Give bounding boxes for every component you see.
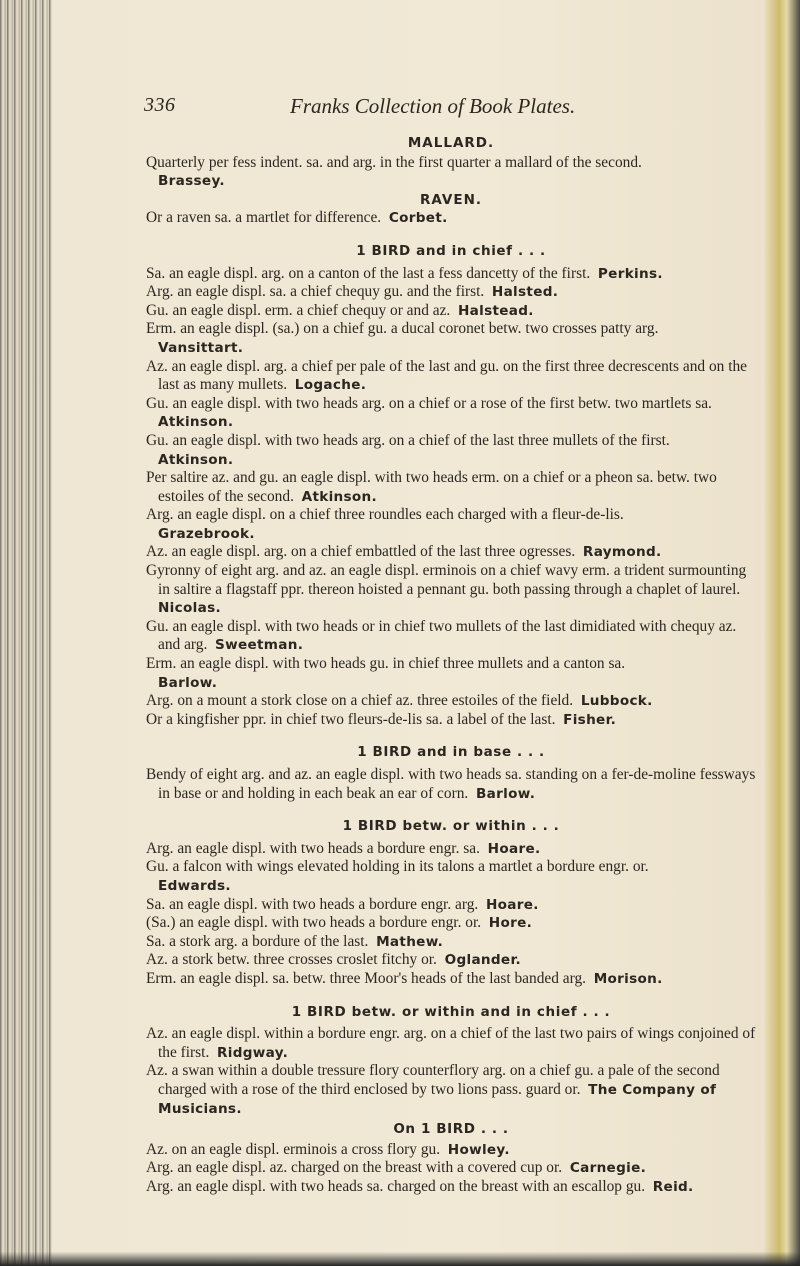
owner-name: Lubbock. (580, 693, 653, 710)
owner-name: Logache. (294, 377, 367, 394)
blazon-entry: Gu. a falcon with wings elevated holding in its talons a martlet a bordure engr. or. Edwards. (146, 858, 649, 894)
blazon-entry: Az. an eagle displ. within a bordure engr. arg. on a chief of the last two pairs of wings conjoined of the first. Ridgway. (146, 1025, 756, 1061)
owner-name: Edwards. (158, 877, 231, 894)
blazon-entry: Gu. an eagle displ. with two heads arg. on a chief of the last three mullets of the first. Atkinson. (146, 431, 670, 468)
owner-name: Halsted. (491, 284, 559, 301)
blazon-entry: Az. an eagle displ. arg. a chief per pale of the last and gu. on the first three decrescents and on the last as many mullets. Logache. (146, 357, 748, 394)
group-heading: 1 BIRD betw. or within . . . (342, 818, 560, 835)
blazon-entry: Or a kingfisher ppr. in chief two fleurs-de-lis sa. a label of the last. Fisher. (146, 710, 617, 728)
blazon-entry: Gu. an eagle displ. with two heads or in chief two mullets of the last dimidiated with chequy az. and arg. Sweetman. (146, 617, 737, 654)
book-gutter (0, 0, 52, 1266)
owner-name: Atkinson. (158, 451, 234, 468)
blazon-entry: Erm. an eagle displ. sa. betw. three Moor's heads of the last banded arg. Morison. (146, 969, 663, 987)
blazon-entry: Bendy of eight arg. and az. an eagle displ. with two heads sa. standing on a fer-de-moline fessways in base or and holding in each beak an ear of corn. Barlow. (146, 766, 756, 802)
blazon-entry: Arg. an eagle displ. with two heads a bordure engr. sa. Hoare. (146, 839, 541, 857)
owner-name: Nicolas. (158, 600, 221, 617)
blazon-entry: Arg. an eagle displ. az. charged on the breast with a covered cup or. Carnegie. (146, 1159, 647, 1177)
blazon-entry: Az. a stork betw. three crosses croslet fitchy or. Oglander. (146, 951, 521, 969)
page-edge-right (762, 0, 800, 1266)
blazon-entry: Erm. an eagle displ. (sa.) on a chief gu. a ducal coronet betw. two crosses patty arg. Vansittart. (146, 320, 659, 356)
blazon-entry: Sa. an eagle displ. with two heads a bordure engr. arg. Hoare. (146, 895, 539, 913)
owner-name: Grazebrook. (158, 525, 255, 542)
owner-name: Barlow. (158, 674, 218, 691)
group-heading: 1 BIRD betw. or within and in chief . . . (291, 1003, 611, 1020)
entry-list (146, 265, 756, 730)
blazon-entry: Arg. an eagle displ. with two heads sa. charged on the breast with an escallop gu. Reid. (146, 1177, 694, 1195)
owner-name: Hore. (488, 915, 533, 932)
blazon-entry: Az. an eagle displ. arg. on a chief embattled of the last three ogresses. Raymond. (146, 543, 662, 561)
owner-name: Corbet. (388, 210, 448, 227)
group-heading: On 1 BIRD . . . (393, 1121, 509, 1138)
owner-name: Ridgway. (217, 1044, 289, 1061)
owner-name: Mathew. (376, 933, 444, 950)
owner-name: Brassey. (158, 173, 225, 190)
owner-name: Hoare. (487, 840, 541, 857)
blazon-entry: Gyronny of eight arg. and az. an eagle displ. erminois on a chief wavy erm. a trident surmounting in saltire a flagstaff ppr. thereon hoisted a pennant gu. both passing through a chaplet of laurel. Nicolas. (146, 562, 747, 617)
owner-name: Barlow. (475, 785, 536, 802)
section-heading-mallard: MALLARD. (407, 135, 495, 151)
entry-list (146, 1141, 756, 1197)
entry-list (146, 840, 756, 989)
section-heading-raven: RAVEN. (419, 191, 483, 208)
blazon-entry: Sa. an eagle displ. arg. on a canton of the last a fess dancetty of the first. Perkins. (146, 264, 663, 282)
owner-name: Vansittart. (158, 339, 244, 356)
group-heading: 1 BIRD and in chief . . . (356, 242, 546, 259)
entry-list (146, 766, 756, 803)
blazon-entry: Gu. an eagle displ. with two heads arg. on a chief or a rose of the first betw. two martlets sa. Atkinson. (146, 394, 712, 431)
owner-name: Carnegie. (569, 1160, 647, 1177)
group-heading: 1 BIRD and in base . . . (357, 744, 545, 761)
owner-name: Atkinson. (301, 488, 377, 505)
blazon-entry: Arg. an eagle displ. on a chief three roundles each charged with a fleur-de-lis. Grazebrook. (146, 506, 624, 542)
blazon-entry: Gu. an eagle displ. erm. a chief chequy or and az. Halstead. (146, 301, 534, 319)
page-number: 336 (144, 94, 176, 116)
owner-name: Fisher. (563, 711, 617, 728)
blazon-entry: Az. on an eagle displ. erminois a cross flory gu. Howley. (146, 1140, 510, 1158)
blazon-entry: Sa. a stork arg. a bordure of the last. Mathew. (146, 932, 444, 950)
entry-list (146, 1025, 756, 1118)
blazon-entry: Arg. an eagle displ. sa. a chief chequy gu. and the first. Halsted. (146, 283, 559, 301)
owner-name: Sweetman. (215, 637, 304, 654)
blazon-entry: Erm. an eagle displ. with two heads gu. in chief three mullets and a canton sa. Barlow. (146, 655, 626, 691)
running-title: Franks Collection of Book Plates. (290, 94, 576, 118)
page-body (146, 134, 756, 1196)
blazon-entry: Arg. on a mount a stork close on a chief az. three estoiles of the field. Lubbock. (146, 692, 653, 710)
owner-name: Halstead. (457, 302, 534, 319)
owner-name: Perkins. (597, 265, 663, 282)
owner-name: Reid. (652, 1178, 694, 1195)
owner-name: The Company of Musicians. (158, 1081, 717, 1117)
owner-name: Atkinson. (158, 414, 234, 431)
owner-name: Howley. (447, 1141, 510, 1158)
running-head (144, 94, 704, 122)
owner-name: Morison. (593, 970, 663, 987)
page-edge-bottom (0, 1242, 800, 1266)
blazon-entry: Az. a swan within a double tressure flory counterflory arg. on a chief gu. a pale of the second charged with a rose of the third enclosed by two lions pass. guard or. The Company of Musicians. (146, 1062, 720, 1117)
owner-name: Hoare. (485, 896, 539, 913)
blazon-entry: Or a raven sa. a martlet for difference. Corbet. (146, 209, 448, 227)
owner-name: Oglander. (444, 952, 521, 969)
blazon-entry: Per saltire az. and gu. an eagle displ. with two heads erm. on a chief or a pheon sa. betw. two estoiles of the second. Atkinson. (146, 469, 717, 505)
blazon-entry: (Sa.) an eagle displ. with two heads a bordure engr. or. Hore. (146, 914, 533, 932)
owner-name: Raymond. (582, 544, 662, 561)
blazon-entry: Quarterly per fess indent. sa. and arg. in the first quarter a mallard of the second. Brassey. (146, 153, 642, 190)
